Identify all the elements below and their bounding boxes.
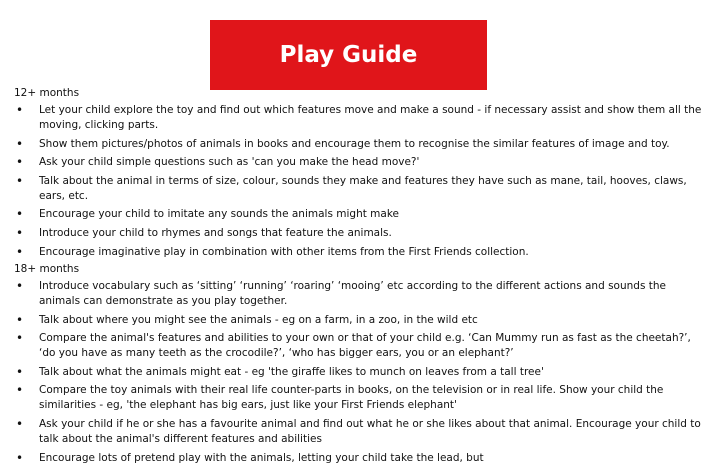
list-item bbox=[14, 279, 704, 309]
list-item bbox=[14, 207, 704, 222]
list-item bbox=[14, 383, 704, 413]
bullet-icon: • bbox=[16, 103, 24, 117]
bullet-icon: • bbox=[16, 383, 24, 398]
list-item-text: Introduce your child to rhymes and songs that feature the animals. bbox=[39, 226, 392, 239]
bullet-icon: • bbox=[16, 244, 24, 259]
list-item bbox=[14, 451, 704, 466]
list-item-text: Talk about the animal in terms of size, colour, sounds they make and features they have such as mane, tail, hooves, claws, ears, etc. bbox=[39, 174, 687, 202]
list-item bbox=[14, 137, 704, 152]
list-item-text: Let your child explore the toy and find out which features move and make a sound - if necessary assist and show them all the moving, clicking parts. bbox=[39, 104, 702, 131]
bullet-icon: • bbox=[16, 225, 24, 240]
list-item bbox=[14, 245, 704, 260]
list-item-text: Encourage imaginative play in combination with other items from the First Friends collection. bbox=[39, 245, 529, 258]
list-item-text: Ask your child if he or she has a favourite animal and find out what he or she likes about that animal. Encourage your child to talk about the animal's different features and abilities bbox=[39, 417, 701, 445]
list-item-text: Compare the toy animals with their real life counter-parts in books, on the television or in real life. Show your child the similarities - eg, 'the elephant has big ears, just like your First Friends elephant' bbox=[39, 384, 664, 412]
bullet-list bbox=[14, 279, 704, 466]
list-item-text: Talk about where you might see the animals - eg on a farm, in a zoo, in the wild etc bbox=[39, 313, 478, 326]
bullet-icon: • bbox=[16, 364, 24, 379]
bullet-icon: • bbox=[16, 312, 24, 327]
section-12-months bbox=[14, 86, 704, 263]
list-item-text: Ask your child simple questions such as 'can you make the head move?' bbox=[39, 156, 420, 169]
bullet-icon: • bbox=[16, 207, 24, 222]
bullet-icon: • bbox=[16, 173, 24, 188]
title-banner bbox=[210, 20, 487, 90]
bullet-icon: • bbox=[16, 136, 24, 151]
list-item bbox=[14, 226, 704, 241]
section-heading: 18+ months bbox=[14, 263, 80, 275]
list-item-text: Encourage your child to imitate any sounds the animals might make bbox=[39, 208, 400, 221]
section-18-months bbox=[14, 262, 704, 469]
section-heading: 12+ months bbox=[14, 87, 80, 99]
list-item-text: Introduce vocabulary such as ‘sitting’ ‘running’ ‘roaring’ ‘mooing’ etc according to the different actions and sounds the animals can demonstrate as you play together. bbox=[39, 280, 667, 307]
bullet-icon: • bbox=[16, 279, 24, 293]
bullet-icon: • bbox=[16, 450, 24, 465]
list-item bbox=[14, 417, 704, 447]
list-item bbox=[14, 174, 704, 204]
list-item-text: Talk about what the animals might eat - eg 'the giraffe likes to munch on leaves from a tall tree' bbox=[39, 365, 544, 378]
bullet-icon: • bbox=[16, 155, 24, 170]
list-item bbox=[14, 313, 704, 328]
list-item-text: Compare the animal's features and abilities to your own or that of your child e.g. ‘Can Mummy run as fast as the cheetah?’, ‘do you have as many teeth as the crocodile?’, ‘who has bigger ears, you or an elephant?’ bbox=[39, 332, 691, 360]
page-title: Play Guide bbox=[279, 42, 418, 68]
list-item bbox=[14, 103, 704, 133]
bullet-icon: • bbox=[16, 416, 24, 431]
list-item-text: Show them pictures/photos of animals in books and encourage them to recognise the similar features of image and toy. bbox=[39, 137, 670, 150]
list-item bbox=[14, 365, 704, 380]
list-item bbox=[14, 155, 704, 170]
list-item-text: Encourage lots of pretend play with the animals, letting your child take the lead, but bbox=[39, 451, 484, 464]
bullet-icon: • bbox=[16, 331, 24, 346]
bullet-list bbox=[14, 103, 704, 260]
list-item bbox=[14, 331, 704, 361]
